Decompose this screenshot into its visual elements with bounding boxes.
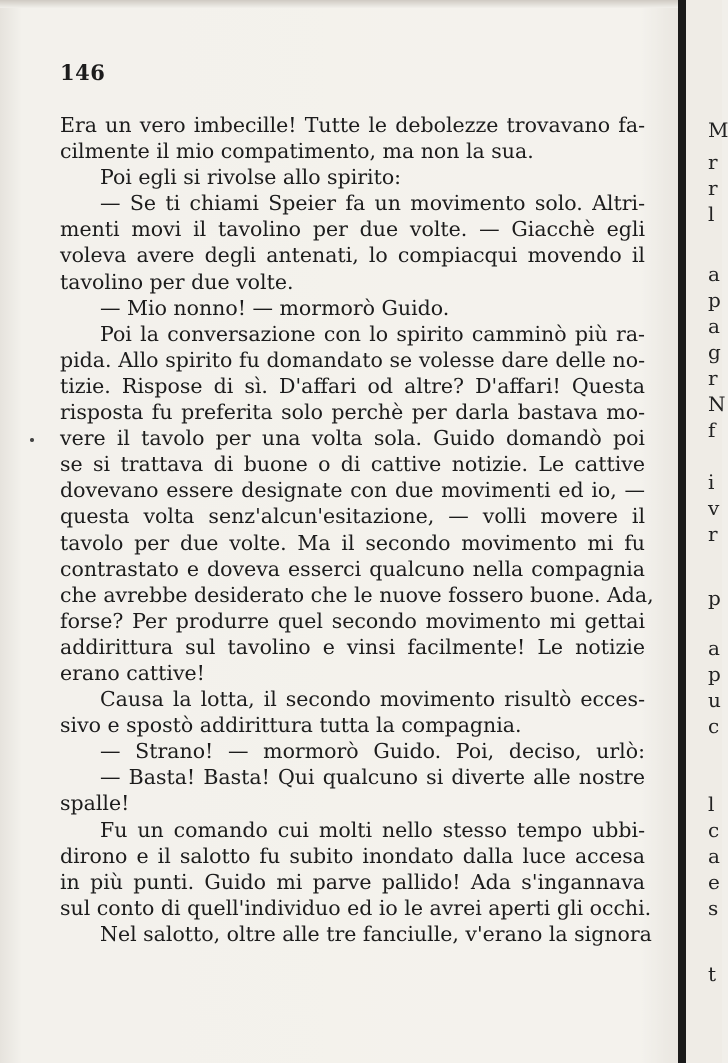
facing-page-fragment: r — [708, 522, 718, 546]
facing-page-edge — [686, 0, 728, 1063]
text-line: Poi egli si rivolse allo spirito: — [100, 165, 402, 190]
facing-page-fragment: u — [708, 688, 721, 712]
facing-page-fragment: i — [708, 470, 715, 494]
text-line: — Mio nonno! — mormorò Guido. — [100, 295, 450, 320]
facing-page-fragment: r — [708, 176, 718, 200]
text-line: contrastato e doveva esserci qualcuno nella compagnia — [60, 556, 645, 581]
text-line: dirono e il salotto fu subito inondato dalla luce accesa — [60, 843, 645, 868]
text-line: forse? Per produrre quel secondo movimento mi gettai — [60, 608, 645, 633]
page-top-edge — [0, 0, 680, 8]
facing-page-fragment: l — [708, 202, 715, 226]
margin-mark — [30, 438, 34, 442]
text-line: sivo e spostò addirittura tutta la compagnia. — [60, 713, 522, 738]
facing-page-fragment: r — [708, 366, 718, 390]
facing-page-fragment: a — [708, 262, 720, 286]
facing-page-fragment: c — [708, 818, 720, 842]
text-line: questa volta senz'alcun'esitazione, — volli movere il — [60, 504, 645, 529]
facing-page-fragment: l — [708, 792, 715, 816]
facing-page-fragment: r — [708, 150, 718, 174]
text-line: Poi la conversazione con lo spirito camminò più ra- — [100, 321, 645, 346]
facing-page-fragment: c — [708, 714, 720, 738]
text-line: sul conto di quell'individuo ed io le avrei aperti gli occhi. — [60, 895, 652, 920]
text-line: menti movi il tavolino per due volte. — Giacchè egli — [60, 217, 645, 242]
facing-page-fragment: a — [708, 844, 720, 868]
text-line: spalle! — [60, 791, 130, 816]
facing-page-fragment: s — [708, 896, 719, 920]
text-line: dovevano essere designate con due movimenti ed io, — — [60, 478, 645, 503]
facing-page-fragment: p — [708, 662, 721, 686]
text-line: vere il tavolo per una volta sola. Guido domandò poi — [60, 426, 645, 451]
facing-page-fragment: f — [708, 418, 716, 442]
text-line: voleva avere degli antenati, lo compiacqui movendo il — [60, 243, 645, 268]
text-line: tavolo per due volte. Ma il secondo movimento mi fu — [60, 530, 645, 555]
text-line: in più punti. Guido mi parve pallido! Ada s'ingannava — [60, 869, 645, 894]
text-line: pida. Allo spirito fu domandato se volesse dare delle no- — [60, 347, 645, 372]
facing-page-fragment: a — [708, 636, 720, 660]
text-line: — Basta! Basta! Qui qualcuno si diverte alle nostre — [100, 765, 645, 790]
text-line: cilmente il mio compatimento, ma non la sua. — [60, 139, 534, 164]
text-line: Era un vero imbecille! Tutte le debolezze trovavano fa- — [60, 113, 645, 137]
text-line: tizie. Rispose di sì. D'affari od altre? D'affari! Questa — [60, 373, 645, 398]
text-line: se si trattava di buone o di cattive notizie. Le cattive — [60, 452, 645, 477]
book-gutter — [678, 0, 686, 1063]
text-line: addirittura sul tavolino e vinsi facilmente! Le notizie — [60, 634, 645, 659]
page-number: 146 — [60, 60, 106, 85]
text-line: — Se ti chiami Speier fa un movimento solo. Altri- — [100, 191, 645, 216]
body-text — [60, 112, 654, 947]
text-line: erano cattive! — [60, 660, 205, 685]
text-line: che avrebbe desiderato che le nuove fossero buone. Ada, — [60, 582, 654, 607]
text-line: — Strano! — mormorò Guido. Poi, deciso, urlò: — [100, 739, 645, 764]
text-line: risposta fu preferita solo perchè per darla bastava mo- — [60, 400, 645, 425]
text-line: Causa la lotta, il secondo movimento risultò ecces- — [100, 687, 645, 712]
facing-page-fragment: p — [708, 586, 721, 610]
facing-page-fragment: t — [708, 962, 717, 986]
facing-page-fragment: a — [708, 314, 720, 338]
text-line: tavolino per due volte. — [60, 269, 294, 294]
text-line: Fu un comando cui molti nello stesso tempo ubbi- — [100, 817, 645, 842]
facing-page-fragment: v — [708, 496, 720, 520]
facing-page-fragment: g — [708, 340, 721, 364]
facing-page-fragment: e — [708, 870, 720, 894]
facing-page-fragment: M — [708, 118, 728, 142]
text-line: Nel salotto, oltre alle tre fanciulle, v'erano la signora — [100, 921, 652, 946]
facing-page-fragment: N — [708, 392, 726, 416]
facing-page-fragment: p — [708, 288, 721, 312]
